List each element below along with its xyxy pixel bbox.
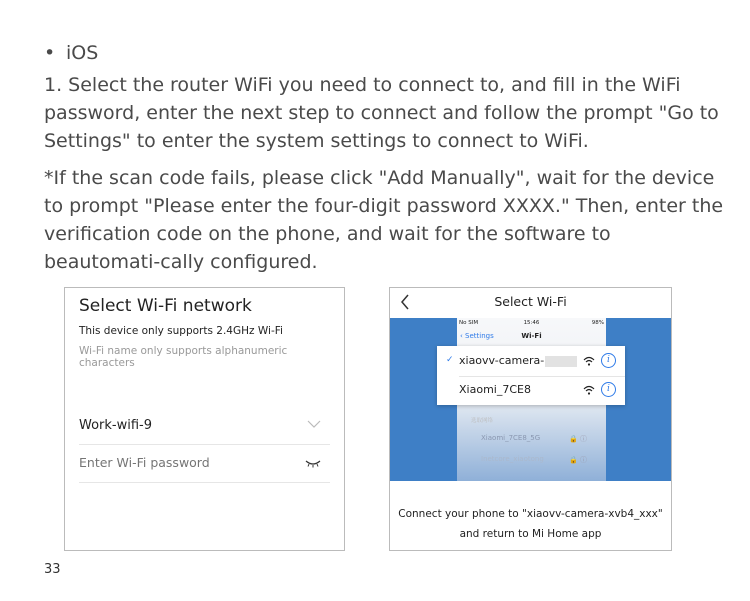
connect-instruction: Connect your phone to "xiaovv-camera-xvb4_xxx" bbox=[398, 508, 663, 520]
screen-title: Select Wi-Fi network bbox=[79, 296, 252, 316]
info-icon[interactable]: i bbox=[601, 353, 616, 368]
carrier-label: No SIM bbox=[459, 320, 479, 326]
network-row[interactable]: Xiaomi_7CE8_5G bbox=[481, 434, 541, 442]
eye-closed-icon[interactable] bbox=[305, 458, 321, 468]
info-icon[interactable]: i bbox=[601, 382, 616, 397]
wifi-signal-icon bbox=[583, 356, 595, 366]
battery-label: 98% bbox=[591, 320, 604, 326]
redacted-mask bbox=[545, 356, 577, 367]
instruction-paragraph-1: 1. Select the router WiFi you need to connect to, and fill in the WiFi password, enter the next step to connect and follow the prompt "Go to Settings" to enter the system settings to connect to WiFi. bbox=[44, 74, 719, 152]
network-name: Xiaomi_7CE8 bbox=[459, 383, 531, 396]
time-label: 15:46 bbox=[523, 320, 540, 326]
checkmark-icon: ✓ bbox=[446, 355, 454, 365]
network-list-popup bbox=[437, 346, 625, 405]
screen-title: Select Wi-Fi bbox=[494, 294, 567, 309]
wifi-name-note: Wi-Fi name only supports alphanumeric characters bbox=[79, 345, 288, 369]
back-label: Settings bbox=[465, 332, 494, 340]
lock-wifi-info-icon: 🔒 ⓘ bbox=[569, 456, 587, 464]
nav-title: Wi-Fi bbox=[521, 332, 542, 340]
select-wifi-screenshot bbox=[389, 287, 672, 551]
wifi-password-input[interactable] bbox=[79, 455, 279, 470]
wifi-support-note: This device only supports 2.4GHz Wi-Fi bbox=[79, 325, 283, 337]
bullet-icon: • bbox=[44, 42, 56, 64]
settings-back-link[interactable]: ‹ Settings bbox=[460, 332, 494, 340]
wifi-network-select[interactable]: Work-wifi-9 bbox=[79, 418, 153, 433]
network-item-selected[interactable] bbox=[437, 348, 625, 376]
wifi-signal-icon bbox=[583, 385, 595, 395]
lock-wifi-info-icon: 🔒 ⓘ bbox=[569, 435, 587, 443]
instruction-paragraph-2: *If the scan code fails, please click "Add Manually", wait for the device to prompt "Please enter the four-digit password XXXX." Then, enter the verification code on the phone, and wait for the software to beautomati-cally configured. bbox=[44, 167, 724, 273]
page-number: 33 bbox=[44, 562, 61, 577]
network-item[interactable] bbox=[437, 377, 625, 405]
section-heading-ios bbox=[44, 39, 724, 67]
section-heading-label: iOS bbox=[66, 42, 99, 64]
network-row[interactable]: Inetcore_xiaotong bbox=[481, 455, 544, 463]
divider bbox=[79, 444, 330, 445]
chevron-down-icon[interactable] bbox=[307, 419, 321, 429]
choose-network-label: 选取网络 bbox=[471, 418, 494, 424]
return-instruction: and return to Mi Home app bbox=[459, 528, 602, 540]
select-wifi-network-screenshot bbox=[64, 287, 345, 551]
divider bbox=[79, 482, 330, 483]
network-name: xiaovv-camera- bbox=[459, 354, 545, 367]
